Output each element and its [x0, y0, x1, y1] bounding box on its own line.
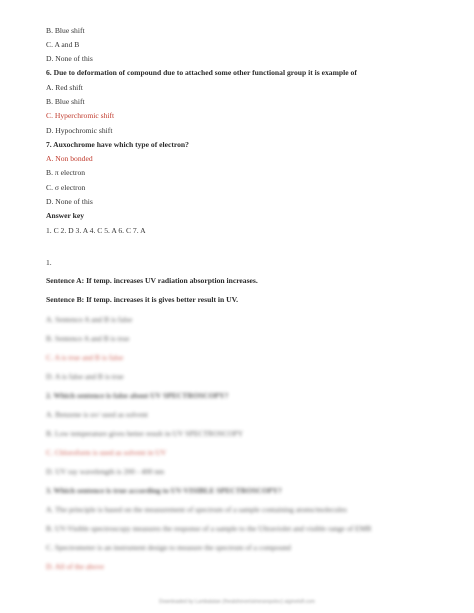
q7-option-d: D. None of this	[46, 197, 93, 206]
blurred-option-correct: C. A is true and B is false	[46, 353, 124, 362]
blurred-option: D. A is false and B is true	[46, 372, 124, 381]
blurred-option: D. UV ray wavelength is 200 - 400 nm	[46, 467, 165, 476]
sentence-b: Sentence B: If temp. increases it is gives better result in UV.	[46, 295, 239, 304]
option-d-none: D. None of this	[46, 54, 93, 63]
blurred-option: B. Low temperature gives better result in UV SPECTROSCOPY	[46, 429, 244, 438]
q7-option-b: B. π electron	[46, 168, 86, 177]
blurred-option-correct: C. Chloroform is used as solvent in UV	[46, 448, 167, 457]
q7-option-c: C. σ electron	[46, 183, 86, 192]
question-6: 6. Due to deformation of compound due to attached some other functional group it is example of	[46, 68, 357, 77]
answer-key-heading: Answer key	[46, 211, 85, 220]
option-c-a-and-b: C. A and B	[46, 40, 80, 49]
blurred-question: 2. Which sentence is false about UV SPECTROSCOPY?	[46, 391, 229, 400]
option-b-blue-shift: B. Blue shift	[46, 26, 85, 35]
blurred-option: C. Spectrometer is an instrument design to measure the spectrum of a compound	[46, 543, 291, 552]
blurred-question: 3. Which sentence is true according to UV-VISIBLE SPECTROSCOPY?	[46, 486, 282, 495]
blurred-option: B. UV-Visible spectroscopy measures the response of a sample to the Ultraviolet and visible range of EMR	[46, 524, 372, 533]
question-7: 7. Auxochrome have which type of electron?	[46, 140, 189, 149]
q6-option-b: B. Blue shift	[46, 97, 85, 106]
q6-option-d: D. Hypochromic shift	[46, 126, 113, 135]
q6-option-a: A. Red shift	[46, 83, 83, 92]
answer-key-text: 1. C 2. D 3. A 4. C 5. A 6. C 7. A	[46, 226, 146, 235]
q7-option-a-correct: A. Non bonded	[46, 154, 93, 163]
blurred-option: B. Sentence A and B is true	[46, 334, 130, 343]
blurred-option: A. The principle is based on the measurement of spectrum of a sample containing atoms/molecules	[46, 505, 347, 514]
section-number: 1.	[46, 258, 52, 267]
q6-option-c-correct: C. Hyperchromic shift	[46, 111, 115, 120]
blurred-option: A. Sentence A and B is false	[46, 315, 133, 324]
blurred-option: A. Benzene is uv/ used as solvent	[46, 410, 148, 419]
sentence-a: Sentence A: If temp. increases UV radiation absorption increases.	[46, 276, 258, 285]
blurred-option-correct: D. All of the above	[46, 562, 104, 571]
download-footer: Downloaded by Lumbalatan (Ihealsheverisimesexpoloc) aigmelsfl.com	[159, 599, 315, 605]
